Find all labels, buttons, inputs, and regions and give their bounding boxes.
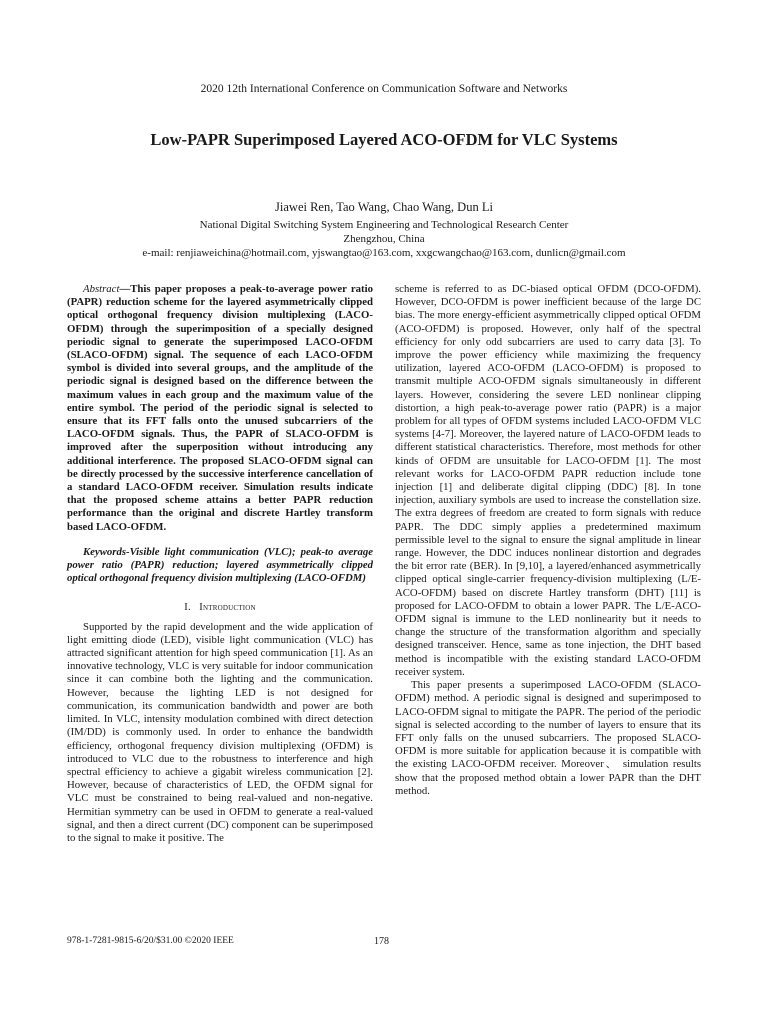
- left-column: [67, 283, 373, 845]
- section-number: I.: [184, 602, 191, 614]
- affiliation-institution: National Digital Switching System Engineering and Technological Research Center: [199, 219, 569, 231]
- keywords-text: Visible light communication (VLC); peak-to average power ratio (PAPR) reduction; layered asymmetrically clipped optical orthogonal frequency division multiplexing (LACO-OFDM): [67, 545, 373, 585]
- section-heading-introduction: [67, 601, 373, 614]
- conference-header: 2020 12th International Conference on Communication Software and Networks: [200, 83, 568, 95]
- intro-paragraph-2: This paper presents a superimposed LACO-OFDM (SLACO-OFDM) method. A periodic signal is designed and superimposed to LACO-OFDM signal to mitigate the PAPR. The period of the periodic signal is selected according to the number of layers to ensure that its FFT only falls on the unused subcarriers. The proposed SLACO-OFDM is more suitable for application because it is compatible with the existing LACO-OFDM receiver. Moreover、 simulation results show that the proposed method obtain a lower PAPR than the DHT method.: [395, 679, 701, 797]
- keywords-label: Keywords-: [83, 545, 130, 558]
- abstract: [67, 283, 373, 534]
- footer-isbn: 978-1-7281-9815-6/20/$31.00 ©2020 IEEE: [67, 936, 234, 946]
- author-list: Jiawei Ren, Tao Wang, Chao Wang, Dun Li: [275, 200, 493, 214]
- author-emails: e-mail: renjiaweichina@hotmail.com, yjswangtao@163.com, xxgcwangchao@163.com, dunlicn@gmail.com: [142, 247, 626, 260]
- abstract-dash: —: [119, 283, 131, 295]
- keywords: [67, 546, 373, 586]
- intro-paragraph-1: Supported by the rapid development and the wide application of light emitting diode (LED), visible light communication (VLC) has attracted significant attention for high speed communication [1]. As an innovative technology, VLC is very suitable for indoor communication since it can combine both the lighting and the communication. However, because the lighting LED is not designed for communication, its communication bandwidth and power are both limited. In VLC, intensity modulation combined with direct detection (IM/DD) is commonly used. In order to enhance the bandwidth efficiency, orthogonal frequency division multiplexing (OFDM) is introduced to VLC due to the robustness to interference and high spectral efficiency to achieve a gigabit wireless communication [2]. However, because of characteristics of LED, the OFDM signal for VLC must be constrained to being real-valued and non-negative. Hermitian symmetry can be used in OFDM to generate a real-valued signal, and then a direct current (DC) component can be superimposed to the signal to make it positive. The: [67, 620, 373, 844]
- abstract-label: Abstract: [83, 283, 120, 295]
- affiliation-city: Zhengzhou, China: [343, 233, 425, 246]
- section-title: Introduction: [199, 602, 256, 614]
- paper-title: Low-PAPR Superimposed Layered ACO-OFDM for VLC Systems: [150, 130, 618, 149]
- intro-paragraph-1-continued: scheme is referred to as DC-biased optical OFDM (DCO-OFDM). However, DCO-OFDM is power inefficient because of the large DC bias. The more energy-efficient asymmetrically clipped optical OFDM (ACO-OFDM) is proposed. However, only half of the spectral efficiency for only odd subcarriers are used to carry data [3]. To improve the power efficiency while maximizing the frequency utilization, layered ACO-OFDM (LACO-OFDM) is proposed to transmit multiple ACO-OFDM signals simultaneously in different layers. However, considering the severe LED nonlinear clipping distortion, a high peak-to-average power ratio (PAPR) is a major problem for all types of OFDM systems included LACO-OFDM VLC systems [4-7]. Moreover, the layered nature of LACO-OFDM leads to different statistical characteristics. Therefore, most methods for other kinds of OFDM are unsuitable for LACO-OFDM [1]. The most relevant works for LACO-OFDM PAPR reduction include tone injection [1] and deliberate digital clipping (DDC) [8]. In tone injection, auxiliary symbols are used to increase the constellation size. The extra degrees of freedom are created to form signals with reduce PAPR. The DDC simply applies a predetermined maximum permissible level to the signal to ensure the signal amplitude in linear range. However, the DDC induces nonlinear distortion and degrades the bit error rate (BER). In [9,10], a layered/enhanced asymmetrically clipped optical single-carrier frequency-division multiplexing (L/E-ACO-OFDM) based on discrete Hartley transform (DHT) [11] is proposed for LACO-OFDM to obtain a lower PAPR. The L/E-ACO-OFDM signal is immune to the LED nonlinearity but it needs to change the structure of the transformation algorithm and specially designed transceiver. Hence, same as tone injection, the DHT based method is incompatible with the existing standard LACO-OFDM receiver system.: [395, 283, 701, 678]
- affiliation-block: [0, 218, 768, 261]
- abstract-text: This paper proposes a peak-to-average power ratio (PAPR) reduction scheme for the layered asymmetrically clipped optical orthogonal frequency division multiplexing (LACO-OFDM) through the superimposition of a specially designed periodic signal to generate the superimposed LACO-OFDM (SLACO-OFDM) signal. The sequence of each LACO-OFDM symbol is divided into several groups, and the amplitude of the periodic signal is designed based on the difference between the maximum values in each group and the maximum value of the entire symbol. The period of the periodic signal is selected to ensure that its FFT falls onto the unused subcarriers of the LACO-OFDM signals. Thus, the PAPR of SLACO-OFDM is improved after the superposition without introducing any additional interference. The proposed SLACO-OFDM signal can be directly processed by the successive interference cancellation of a standard LACO-OFDM receiver. Simulation results indicate that the proposed scheme attains a better PAPR reduction performance than the original and discrete Hartley transform based LACO-OFDM.: [67, 283, 373, 533]
- right-column: [395, 283, 701, 798]
- page-number: 178: [374, 936, 389, 947]
